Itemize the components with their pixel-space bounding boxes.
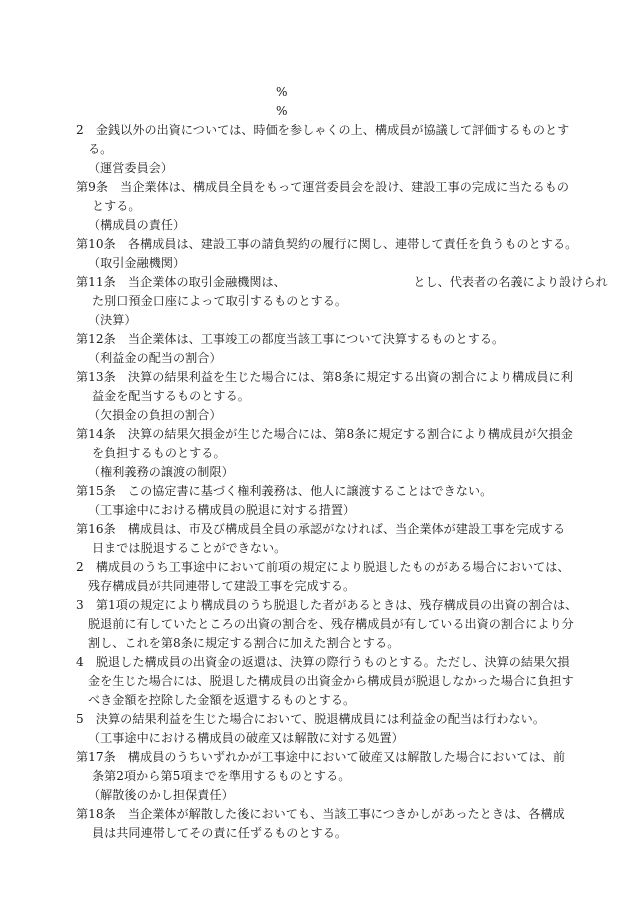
article-15: 第15条 この協定書に基づく権利義務は、他人に譲渡することはできない。 [76, 484, 493, 498]
article-11: 第11条 当企業体の取引金融機関は、 とし、代表者の名義により設けられ [76, 275, 608, 289]
text-continuation: 員は共同連帯してその責に任ずるものとする。 [92, 826, 348, 840]
article-16-paragraph-2: 2 構成員のうち工事途中において前項の規定により脱退したものがある場合においては、 [76, 560, 570, 574]
heading-profit-distribution: （利益金の配当の割合） [88, 351, 222, 365]
article-16-paragraph-5: 5 決算の結果利益を生じた場合において、脱退構成員には利益金の配当は行わない。 [76, 712, 545, 726]
article-14: 第14条 決算の結果欠損金が生じた場合には、第8条に規定する割合により構成員が欠損金 [76, 427, 573, 441]
article-16-paragraph-4: 4 脱退した構成員の出資金の返還は、決算の際行うものとする。ただし、決算の結果欠損 [76, 655, 570, 669]
heading-withdrawal-measures: （工事途中における構成員の脱退に対する措置） [88, 503, 356, 517]
text-continuation: 割し、これを第8条に規定する割合に加えた割合とする。 [88, 636, 400, 650]
heading-member-liability: （構成員の責任） [88, 218, 186, 232]
article-12: 第12条 当企業体は、工事竣工の都度当該工事について決算するものとする。 [76, 332, 505, 346]
text-continuation: を負担するものとする。 [92, 446, 226, 460]
article-16: 第16条 構成員は、市及び構成員全員の承認がなければ、当企業体が建設工事を完成する [76, 522, 566, 536]
text-continuation: べき金額を控除した金額を返還するものとする。 [88, 693, 356, 707]
text-continuation: た別口預金口座によって取引するものとする。 [92, 294, 348, 308]
percent-symbol: % [276, 104, 288, 118]
heading-bankruptcy-measures: （工事途中における構成員の破産又は解散に対する処置） [88, 731, 404, 745]
text-continuation: 条第2項から第5項までを準用するものとする。 [92, 769, 351, 783]
article-13: 第13条 決算の結果利益を生じた場合には、第8条に規定する出資の割合により構成員に利 [76, 370, 573, 384]
article-18: 第18条 当企業体が解散した後においても、当該工事につきかしがあったときは、各構成 [76, 807, 565, 821]
text-continuation: 残存構成員が共同連帯して建設工事を完成する。 [88, 579, 356, 593]
article-17: 第17条 構成員のうちいずれかが工事途中において破産又は解散した場合においては、前 [76, 750, 566, 764]
text-continuation: 益金を配当するものとする。 [92, 389, 250, 403]
article-8-paragraph-2: 2 金銭以外の出資については、時価を参しゃくの上、構成員が協議して評価するものとす [76, 123, 570, 137]
article-10: 第10条 各構成員は、建設工事の請負契約の履行に関し、連帯して責任を負うものとする。 [76, 237, 578, 251]
text-continuation: る。 [88, 142, 113, 156]
percent-symbol: % [276, 85, 288, 99]
article-16-paragraph-3: 3 第1項の規定により構成員のうち脱退した者があるときは、残存構成員の出資の割合は、 [76, 598, 578, 612]
heading-transfer-restriction: （権利義務の譲渡の制限） [88, 465, 234, 479]
text-continuation: 金を生じた場合には、脱退した構成員の出資金から構成員が脱退しなかった場合に負担す [88, 674, 574, 688]
heading-loss-burden: （欠損金の負担の割合） [88, 408, 222, 422]
heading-operating-committee: （運営委員会） [88, 161, 174, 175]
heading-warranty-liability: （解散後のかし担保責任） [88, 788, 234, 802]
text-continuation: とする。 [92, 199, 141, 213]
text-continuation: 脱退前に有していたところの出資の割合を、残存構成員が有している出資の割合により分 [88, 617, 574, 631]
heading-financial-institution: （取引金融機関） [88, 256, 186, 270]
heading-settlement: （決算） [88, 313, 137, 327]
article-9: 第9条 当企業体は、構成員全員をもって運営委員会を設け、建設工事の完成に当たるもの [76, 180, 570, 194]
text-continuation: 日までは脱退することができない。 [92, 541, 287, 555]
